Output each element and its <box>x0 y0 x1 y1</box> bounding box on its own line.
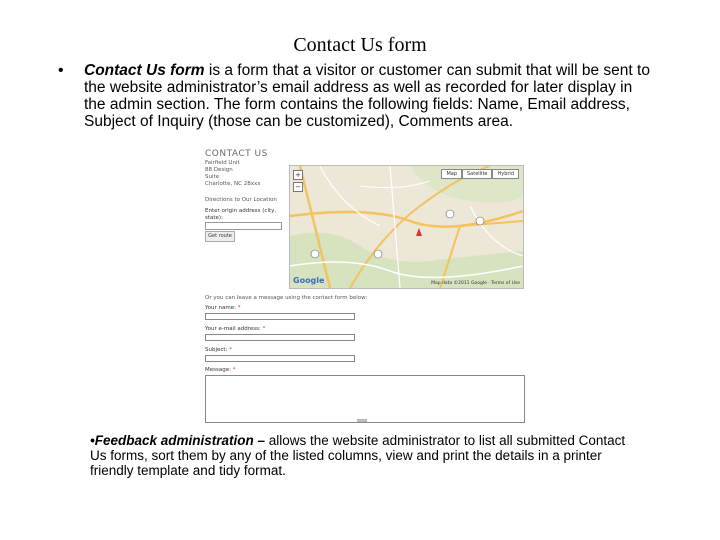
map-canvas <box>290 166 523 288</box>
email-input[interactable] <box>205 334 355 341</box>
bullet-marker: • <box>58 62 64 79</box>
address-line: Charlotte, NC 28xxx <box>205 181 261 187</box>
contact-heading: CONTACT US <box>205 149 268 159</box>
zoom-in-button[interactable]: + <box>293 170 303 180</box>
bullet-body: is a form that a visitor or customer can submit that will be sent to the website administrator’s email address as well as recorded for later display in the admin section. The form contains the following fields: Name, Email address, Subject of Inquiry (those can be customized), Comments area. <box>84 62 650 130</box>
name-label <box>205 305 240 311</box>
required-marker: * <box>237 305 241 311</box>
email-label-text: Your e-mail address: <box>205 326 261 332</box>
get-route-button[interactable]: Get route <box>205 231 235 242</box>
sub-bullet-paragraph <box>90 433 630 478</box>
map-widget[interactable] <box>289 165 524 289</box>
email-label <box>205 326 265 332</box>
contact-form-screenshot <box>197 145 530 425</box>
name-label-text: Your name: <box>205 305 236 311</box>
sub-bullet-lead: •Feedback administration – <box>90 433 266 448</box>
required-marker: * <box>229 347 232 353</box>
name-input[interactable] <box>205 313 355 320</box>
required-marker: * <box>232 367 236 373</box>
map-type-controls <box>441 169 519 179</box>
address-block <box>205 160 261 188</box>
origin-address-input[interactable] <box>205 222 282 230</box>
map-type-hybrid-button[interactable]: Hybrid <box>492 169 519 179</box>
subject-label-text: Subject: <box>205 347 228 353</box>
subject-label <box>205 347 232 353</box>
slide-title: Contact Us form <box>293 34 427 56</box>
message-label-text: Message: <box>205 367 231 373</box>
map-type-map-button[interactable]: Map <box>441 169 462 179</box>
zoom-controls <box>293 170 303 194</box>
bullet-lead: Contact Us form <box>84 62 205 79</box>
address-line: Fairfield Unit <box>205 160 240 166</box>
message-label <box>205 367 235 373</box>
bullet-paragraph <box>84 62 654 130</box>
sub-bullet-body: allows the website administrator to list all submitted Contact Us forms, sort them by any of the listed columns, view and print the details in a printer friendly template and tidy format. <box>90 433 626 478</box>
subject-input[interactable] <box>205 355 355 362</box>
form-intro: Or you can leave a message using the contact form below: <box>205 295 368 301</box>
address-line: Suite <box>205 174 220 180</box>
address-line: 88 Design <box>205 167 233 173</box>
zoom-out-button[interactable]: − <box>293 182 303 192</box>
message-textarea[interactable] <box>205 375 525 423</box>
required-marker: * <box>262 326 266 332</box>
resize-handle[interactable] <box>357 419 367 422</box>
map-copyright: Map data ©2011 Google · Terms of Use <box>431 281 520 286</box>
directions-input-label: Enter origin address (city, state): <box>205 208 277 221</box>
directions-label: Directions to Our Location <box>205 197 277 203</box>
map-type-satellite-button[interactable]: Satellite <box>462 169 492 179</box>
google-logo: Google <box>293 276 325 285</box>
